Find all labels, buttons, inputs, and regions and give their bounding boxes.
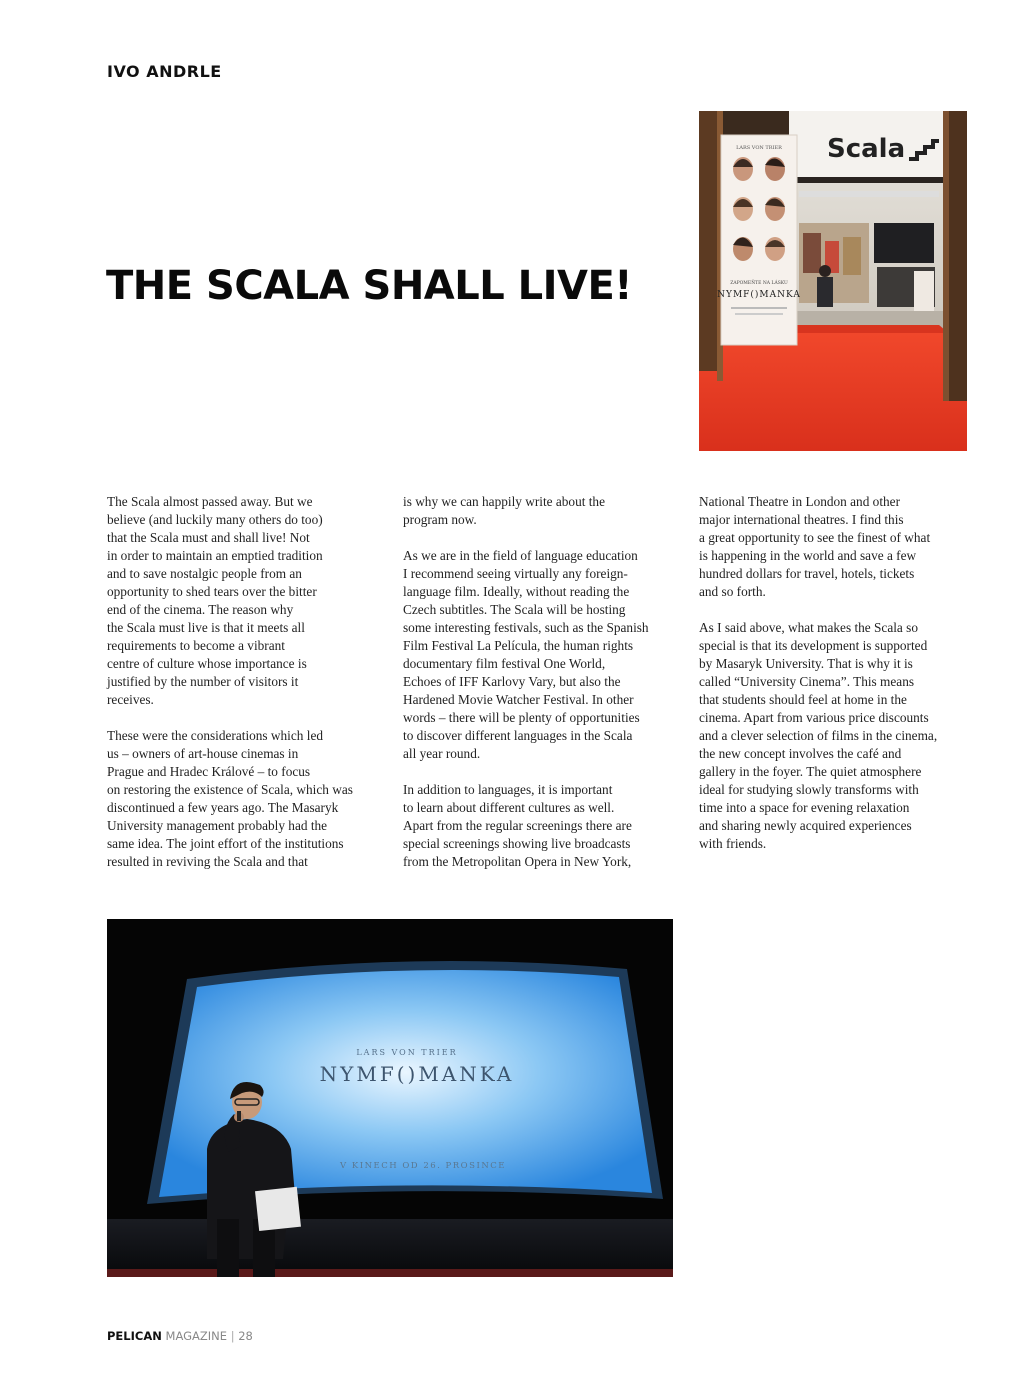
- scala-sign: Scala: [827, 134, 906, 164]
- paragraph: As we are in the field of language education I recommend seeing virtually any foreign- language film. Ideally, without reading the Czech subtitles. The Scala will be hosting some interesting festivals, such as the Spanish Film Festival La Película, the human rights documentary film festival One World, Echoes of IFF Karlovy Vary, but also the Hardened Movie Watcher Festival. In other words – there will be plenty of opportunities to discover different languages in the Scala all year round.: [403, 548, 649, 761]
- magazine-label: MAGAZINE: [165, 1329, 228, 1343]
- page-footer: [107, 1329, 253, 1343]
- cinema-screen-photo: [107, 919, 673, 1277]
- paragraph: The Scala almost passed away. But we believe (and luckily many others do too) that the Scala must and shall live! Not in order to maintain an emptied tradition and to save nostalgic people from an opportunity to shed tears over the bitter end of the cinema. The reason why the Scala must live is that it meets all requirements to become a vibrant centre of culture whose importance is justified by the number of visitors it receives.: [107, 494, 323, 707]
- nymphomaniac-poster: [717, 135, 801, 345]
- poster-director: LARS VON TRIER: [736, 145, 782, 151]
- poster-title: NYMF()MANKA: [717, 290, 801, 300]
- author-name: IVO ANDRLE: [107, 62, 222, 81]
- poster-subtitle: ZAPOMEŇTE NA LÁSKU: [730, 281, 788, 286]
- paragraph: These were the considerations which led us – owners of art-house cinemas in Prague and Hradec Králové – to focus on restoring the existence of Scala, which was discontinued a few years ago. The Masaryk University management probably had the same idea. The joint effort of the institutions resulted in reviving the Scala and that: [107, 728, 353, 869]
- paragraph: National Theatre in London and other major international theatres. I find this a great opportunity to see the finest of what is happening in the world and save a few hundred dollars for travel, hotels, tickets and so forth.: [699, 494, 931, 599]
- screen-title: NYMF()MANKA: [319, 1062, 515, 1086]
- cinema-entrance-illustration: [699, 111, 967, 451]
- screen-director: LARS VON TRIER: [356, 1048, 458, 1057]
- footer-separator: |: [230, 1329, 235, 1343]
- screen-date: V KINECH OD 26. PROSINCE: [340, 1161, 506, 1171]
- page-number: 28: [238, 1329, 253, 1343]
- cinema-entrance-photo: [699, 111, 967, 451]
- text-column-2: [403, 493, 683, 889]
- magazine-brand: PELICAN: [107, 1329, 162, 1343]
- paragraph: is why we can happily write about the program now.: [403, 494, 605, 527]
- text-column-1: [107, 493, 387, 889]
- cinema-screen-illustration: [107, 919, 673, 1277]
- article-title: THE SCALA SHALL LIVE!: [106, 263, 633, 309]
- papers: [255, 1187, 301, 1231]
- paragraph: As I said above, what makes the Scala so special is that its development is supported by Masaryk University. That is why it is called “University Cinema”. This means that students should feel at home in the cinema. Apart from various price discounts and a clever selection of films in the cinema, the new concept involves the café and gallery in the foyer. The quiet atmosphere ideal for studying slowly transforms with time into a space for evening relaxation and sharing newly acquired experiences with friends.: [699, 620, 938, 851]
- paragraph: In addition to languages, it is important to learn about different cultures as well. Apart from the regular screenings there are special screenings showing live broadcasts from the Metropolitan Opera in New York,: [403, 782, 632, 869]
- text-column-3: [699, 493, 979, 871]
